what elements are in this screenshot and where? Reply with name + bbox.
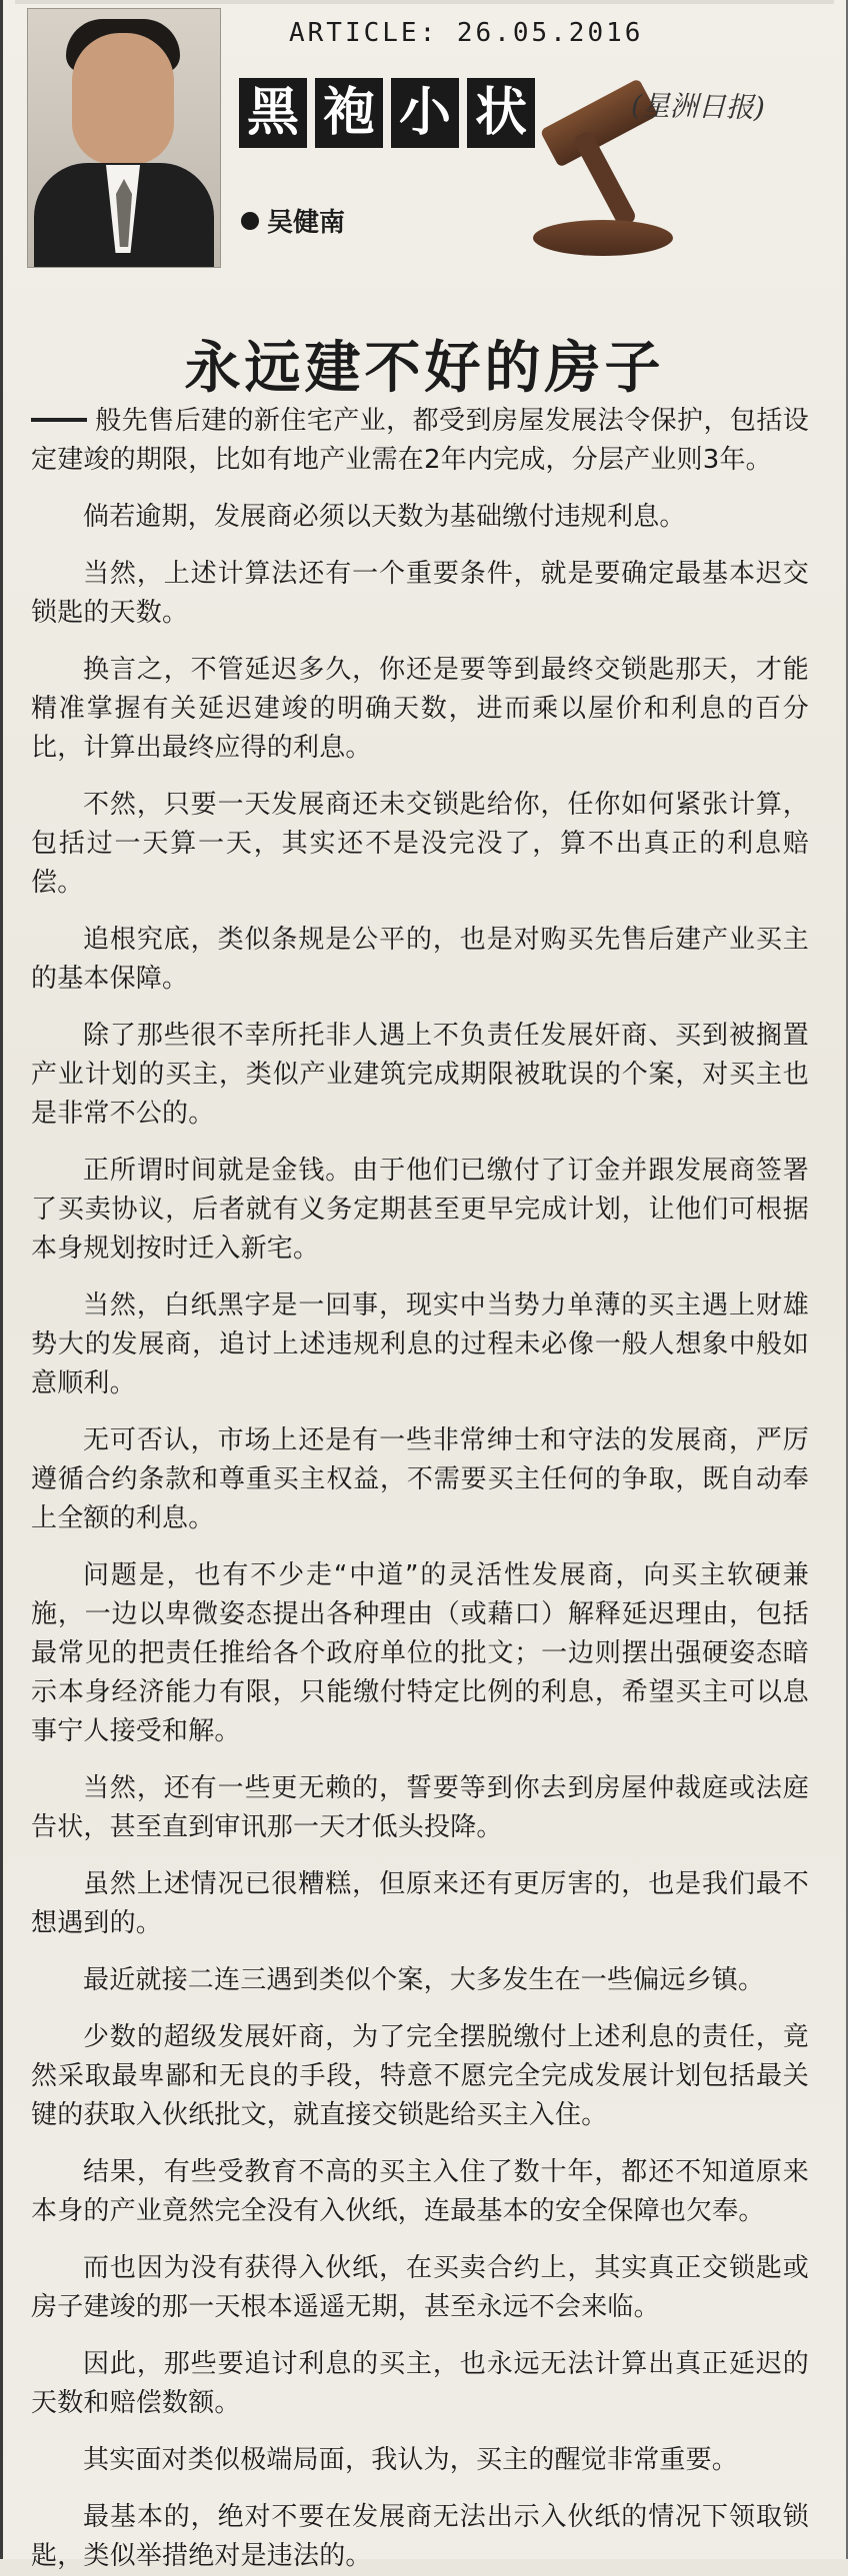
column-name-char-2: 袍 xyxy=(315,78,383,148)
article-date-label: ARTICLE: 26.05.2016 xyxy=(289,18,644,48)
paragraph-10: 无可否认，市场上还是有一些非常绅士和守法的发展商，严厉遵循合约条款和尊重买主权益，不需要买主任何的争取，既自动奉上全额的利息。 xyxy=(31,1425,809,1533)
paragraph-15: 少数的超级发展奸商，为了完全摆脱缴付上述利息的责任，竟然采取最卑鄙和无良的手段，特意不愿完全完成发展计划包括最关键的获取入伙纸批文，就直接交锁匙给买主入住。 xyxy=(31,2022,809,2130)
paragraph-3: 当然，上述计算法还有一个重要条件，就是要确定最基本迟交锁匙的天数。 xyxy=(31,559,809,628)
paragraph-12: 当然，还有一些更无赖的，誓要等到你去到房屋仲裁庭或法庭告状，甚至直到审讯那一天才低头投降。 xyxy=(31,1773,809,1842)
paragraph-1: 般先售后建的新住宅产业，都受到房屋发展法令保护，包括设定建竣的期限，比如有地产业需在2年内完成，分层产业则3年。 xyxy=(31,406,809,475)
paragraph-19: 其实面对类似极端局面，我认为，买主的醒觉非常重要。 xyxy=(83,2445,739,2475)
paragraph-5: 不然，只要一天发展商还未交锁匙给你，任你如何紧张计算，包括过一天算一天，其实还不是没完没了，算不出真正的利息赔偿。 xyxy=(31,790,809,898)
paragraph-16: 结果，有些受教育不高的买主入住了数十年，都还不知道原来本身的产业竟然完全没有入伙纸，连最基本的安全保障也欠奉。 xyxy=(31,2157,809,2226)
column-name-char-1: 黑 xyxy=(239,78,307,148)
paragraph-13: 虽然上述情况已很糟糕，但原来还有更厉害的，也是我们最不想遇到的。 xyxy=(31,1869,809,1938)
paragraph-7: 除了那些很不幸所托非人遇上不负责任发展奸商、买到被搁置产业计划的买主，类似产业建筑完成期限被耽误的个案，对买主也是非常不公的。 xyxy=(31,1021,809,1129)
paragraph-11: 问题是，也有不少走“中道”的灵活性发展商，向买主软硬兼施，一边以卑微姿态提出各种理由（或藉口）解释延迟理由，包括最常见的把责任推给各个政府单位的批文；一边则摆出强硬姿态暗示本身经济能力有限，只能缴付特定比例的利息，希望买主可以息事宁人接受和解。 xyxy=(31,1560,809,1746)
column-name xyxy=(239,78,535,148)
paragraph-18: 因此，那些要追讨利息的买主，也永远无法计算出真正延迟的天数和赔偿数额。 xyxy=(31,2349,809,2418)
column-header xyxy=(3,0,846,285)
paragraph-14: 最近就接二连三遇到类似个案，大多发生在一些偏远乡镇。 xyxy=(83,1965,765,1995)
author-bullet-icon xyxy=(241,212,259,230)
article-headline: 永远建不好的房子 xyxy=(184,334,665,401)
author-photo xyxy=(27,8,221,268)
column-name-char-3: 小 xyxy=(391,78,459,148)
author-face-shape xyxy=(72,33,174,165)
paragraph-4: 换言之，不管延迟多久，你还是要等到最终交锁匙那天，才能精准掌握有关延迟建竣的明确天数，进而乘以屋价和利息的百分比，计算出最终应得的利息。 xyxy=(31,655,809,763)
gavel-block-shape xyxy=(533,220,673,256)
paragraph-6: 追根究底，类似条规是公平的，也是对购买先售后建产业买主的基本保障。 xyxy=(31,925,809,994)
paragraph-9: 当然，白纸黑字是一回事，现实中当势力单薄的买主遇上财雄势大的发展商，追讨上述违规利息的过程未必像一般人想象中般如意顺利。 xyxy=(31,1290,809,1398)
opening-dash xyxy=(31,418,87,422)
paragraph-17: 而也因为没有获得入伙纸，在买卖合约上，其实真正交锁匙或房子建竣的那一天根本遥遥无期，甚至永远不会来临。 xyxy=(31,2253,809,2322)
article-body xyxy=(31,402,809,2571)
paragraph-8: 正所谓时间就是金钱。由于他们已缴付了订金并跟发展商签署了买卖协议，后者就有义务定期甚至更早完成计划，让他们可根据本身规划按时迁入新宅。 xyxy=(31,1156,809,1264)
author-name: 吴健南 xyxy=(267,208,346,238)
paragraph-2: 倘若逾期，发展商必须以天数为基础缴付违规利息。 xyxy=(83,502,686,532)
paragraph-20: 最基本的，绝对不要在发展商无法出示入伙纸的情况下领取锁匙，类似举措绝对是违法的。 xyxy=(31,2502,809,2571)
author-line xyxy=(241,202,345,239)
gavel-handle-shape xyxy=(572,129,638,228)
handwritten-source-note: (星洲日报) xyxy=(630,88,766,125)
column-name-char-4: 状 xyxy=(467,78,535,148)
